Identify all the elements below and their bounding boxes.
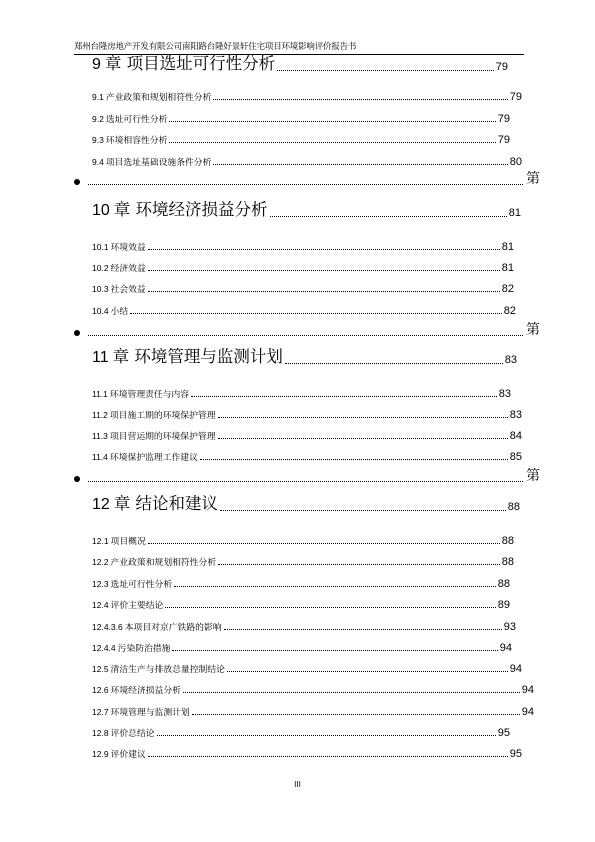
bullet-dot-icon bbox=[74, 330, 80, 336]
dot-leader bbox=[165, 607, 495, 608]
toc-entry-label bbox=[92, 240, 146, 253]
dot-leader bbox=[218, 564, 500, 565]
dot-leader bbox=[220, 510, 506, 511]
section-title: 污染防治措施 bbox=[117, 644, 171, 654]
dot-leader bbox=[88, 335, 523, 336]
toc-entry-label bbox=[92, 620, 222, 633]
toc-entry-label bbox=[92, 641, 170, 654]
dot-leader bbox=[192, 714, 520, 715]
toc-entry-label bbox=[92, 304, 128, 317]
toc-chapter-entry[interactable] bbox=[92, 198, 521, 220]
section-number: 12.6 bbox=[92, 685, 109, 695]
toc-entry-label bbox=[92, 705, 190, 718]
toc-page-number: 85 bbox=[509, 451, 522, 463]
toc-entry-label bbox=[92, 450, 198, 463]
toc-page-number: 80 bbox=[509, 156, 522, 168]
toc-page-number: 88 bbox=[501, 556, 514, 568]
toc-entry-label bbox=[92, 598, 163, 611]
toc-entry-label bbox=[92, 683, 181, 696]
toc-section-entry[interactable] bbox=[92, 554, 514, 568]
toc-page-number: 82 bbox=[501, 283, 514, 295]
toc-section-entry[interactable] bbox=[92, 260, 514, 274]
chapter-title: 章 结论和建议 bbox=[113, 494, 219, 513]
bullet-dot-icon bbox=[74, 179, 80, 185]
toc-section-entry[interactable] bbox=[92, 154, 522, 168]
dot-leader bbox=[169, 121, 495, 122]
dot-leader bbox=[157, 735, 496, 736]
chapter-number: 10 bbox=[92, 202, 110, 219]
toc-bullet-word: 第 bbox=[526, 468, 540, 484]
toc-section-entry[interactable] bbox=[92, 597, 510, 611]
section-number: 9.2 bbox=[92, 114, 104, 124]
section-number: 10.4 bbox=[92, 306, 109, 316]
toc-entry-label bbox=[92, 555, 216, 568]
toc-chapter-entry[interactable] bbox=[92, 345, 517, 367]
toc-page-number: 81 bbox=[501, 241, 514, 253]
toc-entry-label bbox=[92, 726, 155, 739]
section-number: 10.2 bbox=[92, 263, 109, 273]
dot-leader bbox=[148, 270, 500, 271]
dot-leader bbox=[227, 671, 508, 672]
dot-leader bbox=[218, 417, 508, 418]
toc-entry-label bbox=[92, 90, 211, 103]
section-title: 环境管理与监测计划 bbox=[110, 708, 190, 718]
section-title: 环境管理责任与内容 bbox=[109, 390, 190, 400]
toc-entry-label bbox=[92, 408, 216, 421]
section-number: 12.4.3.6 bbox=[92, 622, 123, 632]
section-number: 12.2 bbox=[92, 557, 109, 567]
section-number: 11.3 bbox=[92, 431, 108, 441]
toc-section-entry[interactable] bbox=[92, 428, 522, 442]
section-title: 环境相容性分析 bbox=[105, 136, 168, 146]
toc-page-number: 95 bbox=[509, 748, 522, 760]
section-title: 项目营运期的环境保护管理 bbox=[109, 432, 216, 442]
section-number: 11.4 bbox=[92, 452, 108, 462]
toc-section-entry[interactable] bbox=[92, 407, 522, 421]
section-title: 评价总结论 bbox=[110, 729, 155, 739]
toc-page-number: 79 bbox=[509, 91, 522, 103]
dot-leader bbox=[148, 291, 500, 292]
dot-leader bbox=[213, 99, 507, 100]
section-title: 项目概况 bbox=[110, 537, 146, 547]
section-title: 选址可行性分析 bbox=[105, 115, 168, 125]
toc-page-number: 81 bbox=[508, 207, 521, 219]
toc-section-entry[interactable] bbox=[92, 619, 516, 633]
toc-section-entry[interactable] bbox=[92, 239, 514, 253]
toc-page-number: 88 bbox=[507, 501, 520, 513]
section-title: 小结 bbox=[110, 307, 129, 317]
toc-entry-label bbox=[92, 343, 283, 367]
toc-page-number: 79 bbox=[497, 134, 510, 146]
toc-section-entry[interactable] bbox=[92, 281, 514, 295]
toc-page-number: 89 bbox=[497, 599, 510, 611]
toc-entry-label bbox=[92, 429, 216, 442]
dot-leader bbox=[277, 70, 494, 71]
section-title: 项目选址基础设施条件分析 bbox=[105, 158, 212, 168]
toc-entry-label bbox=[92, 196, 268, 220]
chapter-title: 章 环境经济损益分析 bbox=[113, 200, 268, 219]
section-title: 社会效益 bbox=[110, 285, 146, 295]
chapter-number: 12 bbox=[92, 496, 110, 513]
toc-entry-label bbox=[92, 490, 218, 514]
section-number: 9.1 bbox=[92, 92, 104, 102]
toc-page-number: 82 bbox=[503, 305, 516, 317]
section-number: 9.4 bbox=[92, 157, 104, 167]
section-number: 12.5 bbox=[92, 664, 109, 674]
toc-page-number: 94 bbox=[521, 706, 534, 718]
chapter-number: 9 bbox=[92, 56, 101, 73]
toc-page-number: 81 bbox=[501, 262, 514, 274]
toc-section-entry[interactable] bbox=[92, 746, 522, 760]
section-title: 环境经济损益分析 bbox=[110, 686, 181, 696]
toc-page-number: 88 bbox=[497, 578, 510, 590]
section-number: 11.2 bbox=[92, 410, 108, 420]
section-number: 10.1 bbox=[92, 242, 109, 252]
toc-bullet-row bbox=[74, 170, 540, 188]
toc-section-entry[interactable] bbox=[92, 449, 522, 463]
section-title: 环境效益 bbox=[110, 243, 146, 253]
section-title: 环境保护监理工作建议 bbox=[109, 453, 198, 463]
toc-section-entry[interactable] bbox=[92, 533, 514, 547]
section-number: 10.3 bbox=[92, 284, 109, 294]
toc-bullet-word: 第 bbox=[526, 171, 540, 187]
toc-bullet-row bbox=[74, 467, 540, 485]
toc-section-entry[interactable] bbox=[92, 576, 510, 590]
dot-leader bbox=[224, 629, 502, 630]
dot-leader bbox=[169, 142, 495, 143]
toc-page-number: 79 bbox=[497, 113, 510, 125]
section-title: 评价主要结论 bbox=[110, 601, 164, 611]
toc-entry-label bbox=[92, 577, 172, 590]
toc-section-entry[interactable] bbox=[92, 661, 522, 675]
dot-leader bbox=[183, 692, 520, 693]
toc-entry-label bbox=[92, 282, 146, 295]
section-title: 经济效益 bbox=[110, 264, 146, 274]
section-title: 选址可行性分析 bbox=[110, 580, 173, 590]
section-title: 产业政策和规划相符性分析 bbox=[105, 93, 212, 103]
section-number: 12.1 bbox=[92, 536, 109, 546]
toc-entry-label bbox=[92, 747, 146, 760]
dot-leader bbox=[148, 756, 508, 757]
toc-chapter-entry[interactable] bbox=[92, 52, 508, 74]
toc-section-entry[interactable] bbox=[92, 386, 511, 400]
toc-entry-label bbox=[92, 261, 146, 274]
toc-page-number: 88 bbox=[501, 535, 514, 547]
toc-page-number: 94 bbox=[499, 642, 512, 654]
toc-entry-label bbox=[92, 387, 189, 400]
section-title: 本项目对京广铁路的影响 bbox=[124, 623, 222, 633]
toc-page-number: 83 bbox=[504, 354, 517, 366]
dot-leader bbox=[88, 184, 523, 185]
toc-bullet-row bbox=[74, 321, 540, 339]
toc-page-number: 93 bbox=[503, 621, 516, 633]
toc-page-number: 79 bbox=[495, 61, 508, 73]
section-number: 12.7 bbox=[92, 707, 109, 717]
header-title: 郑州台隆房地产开发有限公司南阳路台隆好景轩住宅项目环境影响评价报告书 bbox=[74, 42, 357, 52]
toc-entry-label bbox=[92, 112, 167, 125]
toc-section-entry[interactable] bbox=[92, 132, 510, 146]
toc-section-entry[interactable] bbox=[92, 682, 534, 696]
dot-leader bbox=[174, 586, 496, 587]
section-number: 11.1 bbox=[92, 389, 108, 399]
toc-section-entry[interactable] bbox=[92, 303, 516, 317]
dot-leader bbox=[270, 216, 507, 217]
toc-page-number: 84 bbox=[509, 430, 522, 442]
toc-page-number: 94 bbox=[509, 663, 522, 675]
bullet-dot-icon bbox=[74, 476, 80, 482]
toc-page-number: 83 bbox=[498, 388, 511, 400]
section-number: 12.3 bbox=[92, 579, 109, 589]
chapter-title: 章 项目选址可行性分析 bbox=[104, 54, 276, 73]
section-number: 12.4.4 bbox=[92, 643, 116, 653]
dot-leader bbox=[88, 481, 523, 482]
dot-leader bbox=[200, 459, 508, 460]
section-number: 12.9 bbox=[92, 749, 109, 759]
dot-leader bbox=[191, 396, 497, 397]
toc-entry-label bbox=[92, 534, 146, 547]
toc-page-number: 94 bbox=[521, 684, 534, 696]
toc-entry-label bbox=[92, 662, 225, 675]
dot-leader bbox=[148, 249, 500, 250]
dot-leader bbox=[130, 313, 502, 314]
toc-bullet-word: 第 bbox=[526, 322, 540, 338]
dot-leader bbox=[218, 438, 508, 439]
dot-leader bbox=[172, 650, 497, 651]
section-title: 评价建议 bbox=[110, 750, 146, 760]
section-title: 清洁生产与排放总量控制结论 bbox=[110, 665, 225, 675]
toc-section-entry[interactable] bbox=[92, 89, 522, 103]
dot-leader bbox=[213, 164, 507, 165]
section-title: 项目施工期的环境保护管理 bbox=[109, 411, 216, 421]
toc-chapter-entry[interactable] bbox=[92, 492, 520, 514]
chapter-number: 11 bbox=[92, 349, 109, 366]
page-number: III bbox=[294, 780, 301, 789]
toc-entry-label bbox=[92, 133, 167, 146]
toc-section-entry[interactable] bbox=[92, 111, 510, 125]
toc-page-number: 83 bbox=[509, 409, 522, 421]
toc-section-entry[interactable] bbox=[92, 640, 512, 654]
dot-leader bbox=[285, 363, 503, 364]
section-number: 9.3 bbox=[92, 135, 104, 145]
section-title: 产业政策和规划相符性分析 bbox=[110, 558, 217, 568]
dot-leader bbox=[148, 543, 500, 544]
toc-section-entry[interactable] bbox=[92, 704, 534, 718]
section-number: 12.4 bbox=[92, 600, 109, 610]
toc-entry-label bbox=[92, 50, 275, 74]
section-number: 12.8 bbox=[92, 728, 109, 738]
toc-entry-label bbox=[92, 155, 211, 168]
chapter-title: 章 环境管理与监测计划 bbox=[112, 347, 283, 366]
toc-page-number: 95 bbox=[497, 727, 510, 739]
toc-section-entry[interactable] bbox=[92, 725, 510, 739]
